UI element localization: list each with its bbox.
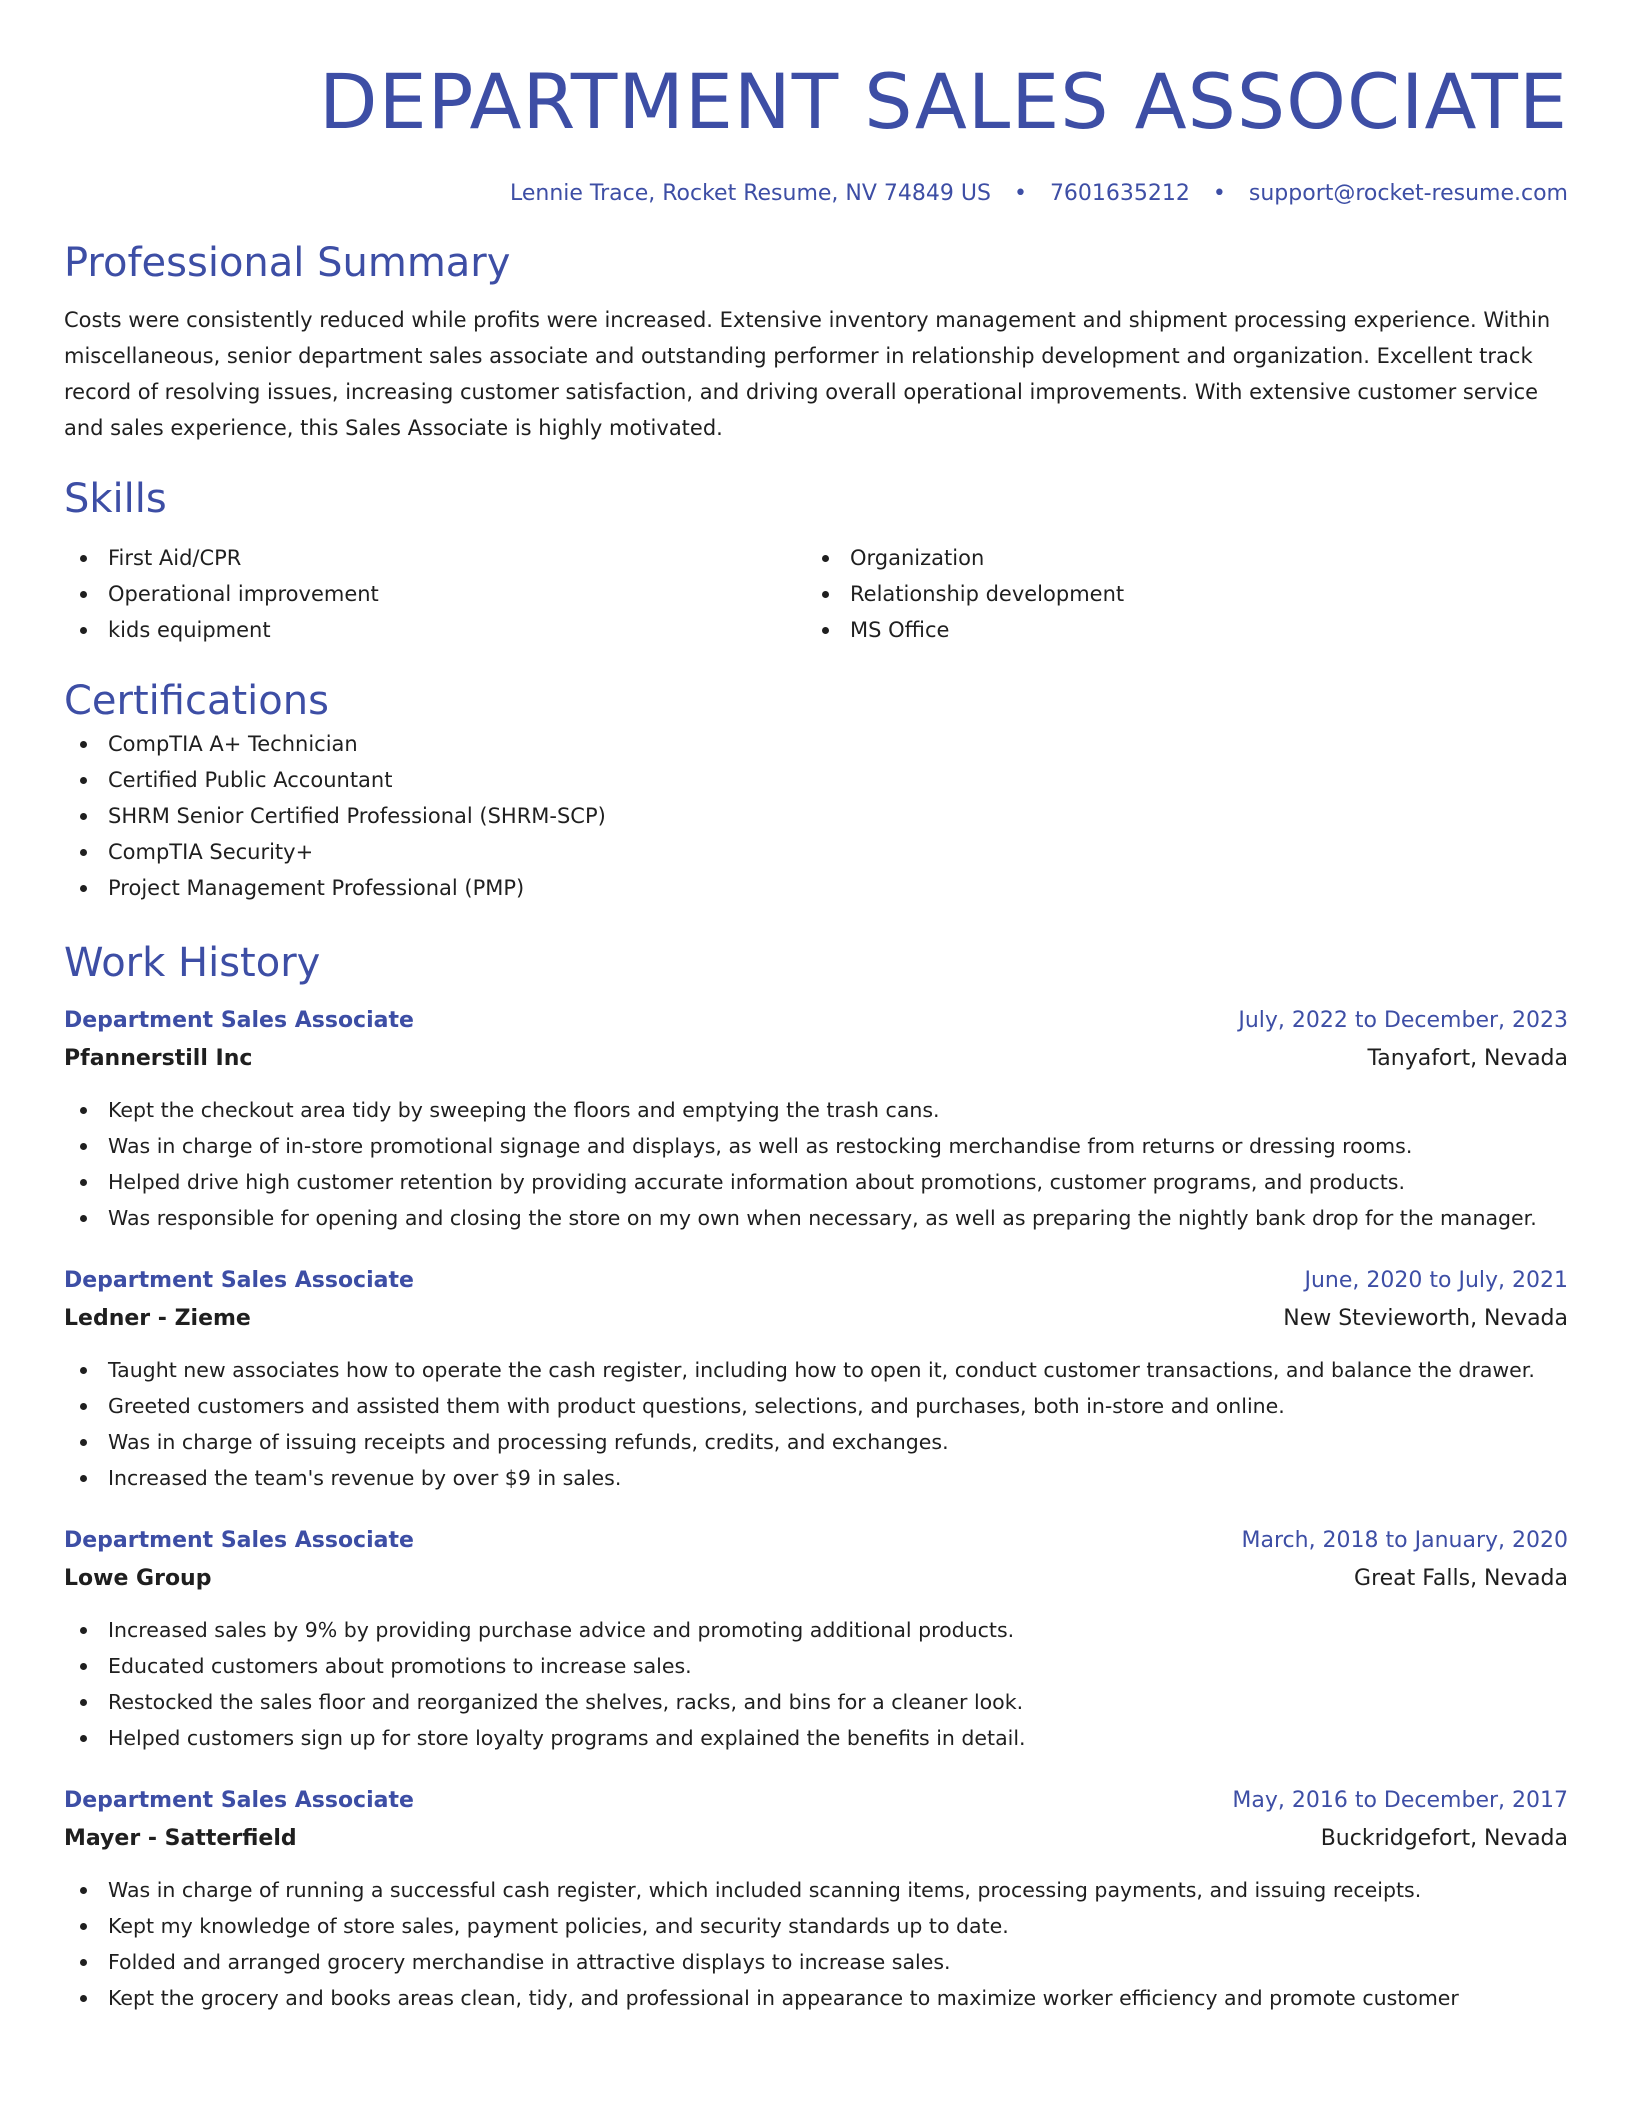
duty-item: Kept my knowledge of store sales, payment policies, and security standards up to date. bbox=[64, 1908, 1568, 1944]
contact-email: support@rocket-resume.com bbox=[1248, 181, 1568, 206]
contact-separator: • bbox=[1212, 181, 1226, 206]
duty-item: Educated customers about promotions to increase sales. bbox=[64, 1648, 1568, 1684]
job-role: Department Sales Associate bbox=[64, 1008, 414, 1033]
skills-left-list bbox=[64, 540, 806, 648]
job-company: Lowe Group bbox=[64, 1566, 212, 1591]
job-entry bbox=[64, 1782, 1568, 2016]
duty-item: Greeted customers and assisted them with product questions, selections, and purchases, both in-store and online. bbox=[64, 1388, 1568, 1424]
duty-item: Folded and arranged grocery merchandise in attractive displays to increase sales. bbox=[64, 1944, 1568, 1980]
certifications-section bbox=[64, 676, 1568, 906]
contact-address: Lennie Trace, Rocket Resume, NV 74849 US bbox=[509, 181, 991, 206]
certification-item: CompTIA A+ Technician bbox=[64, 726, 1568, 762]
job-dates: June, 2020 to July, 2021 bbox=[1304, 1268, 1568, 1293]
summary-heading: Professional Summary bbox=[64, 240, 511, 286]
duty-item: Increased sales by 9% by providing purchase advice and promoting additional products. bbox=[64, 1612, 1568, 1648]
job-location: Buckridgefort, Nevada bbox=[1320, 1826, 1568, 1851]
certification-item: Certified Public Accountant bbox=[64, 762, 1568, 798]
duty-item: Helped customers sign up for store loyalty programs and explained the benefits in detail. bbox=[64, 1720, 1568, 1756]
duty-item: Was in charge of in-store promotional signage and displays, as well as restocking merchandise from returns or dressing rooms. bbox=[64, 1128, 1568, 1164]
certifications-list bbox=[64, 726, 1568, 906]
contact-phone: 7601635212 bbox=[1049, 181, 1190, 206]
skills-right-list bbox=[806, 540, 1548, 648]
certification-item: CompTIA Security+ bbox=[64, 834, 1568, 870]
duty-item: Was in charge of issuing receipts and processing refunds, credits, and exchanges. bbox=[64, 1424, 1568, 1460]
certification-item: SHRM Senior Certified Professional (SHRM-SCP) bbox=[64, 798, 1568, 834]
summary-section bbox=[64, 238, 1568, 446]
job-location: New Stevieworth, Nevada bbox=[1283, 1306, 1568, 1331]
skill-item: kids equipment bbox=[64, 612, 806, 648]
job-company: Mayer - Satterfield bbox=[64, 1826, 297, 1851]
contact-line bbox=[64, 178, 1568, 210]
job-duties bbox=[64, 1352, 1568, 1496]
job-role: Department Sales Associate bbox=[64, 1268, 414, 1293]
skill-item: Organization bbox=[806, 540, 1548, 576]
skill-item: Operational improvement bbox=[64, 576, 806, 612]
duty-item: Taught new associates how to operate the cash register, including how to open it, conduct customer transactions, and balance the drawer. bbox=[64, 1352, 1568, 1388]
summary-text: Costs were consistently reduced while profits were increased. Extensive inventory management and shipment processing experience. Within miscellaneous, senior department sales associate and outstanding performer in relationship development and organization. Excellent track record of resolving issues, increasing customer satisfaction, and driving overall operational improvements. With extensive customer service and sales experience, this Sales Associate is highly motivated. bbox=[64, 308, 1551, 440]
duty-item: Helped drive high customer retention by providing accurate information about promotions, customer programs, and products. bbox=[64, 1164, 1568, 1200]
job-duties bbox=[64, 1612, 1568, 1756]
skill-item: First Aid/CPR bbox=[64, 540, 806, 576]
job-duties bbox=[64, 1872, 1568, 2016]
skill-item: Relationship development bbox=[806, 576, 1548, 612]
duty-item: Restocked the sales floor and reorganized the shelves, racks, and bins for a cleaner look. bbox=[64, 1684, 1568, 1720]
work-history-heading: Work History bbox=[64, 940, 321, 986]
skill-item: MS Office bbox=[806, 612, 1548, 648]
job-dates: May, 2016 to December, 2017 bbox=[1232, 1788, 1568, 1813]
work-history-section bbox=[64, 938, 1568, 2016]
duty-item: Was responsible for opening and closing the store on my own when necessary, as well as preparing the nightly bank drop for the manager. bbox=[64, 1200, 1568, 1236]
job-role: Department Sales Associate bbox=[64, 1788, 414, 1813]
resume-title: DEPARTMENT SALES ASSOCIATE bbox=[319, 57, 1568, 146]
skills-grid bbox=[64, 540, 1568, 648]
job-location: Great Falls, Nevada bbox=[1354, 1566, 1568, 1591]
resume-header bbox=[64, 56, 1568, 210]
certification-item: Project Management Professional (PMP) bbox=[64, 870, 1568, 906]
job-dates: July, 2022 to December, 2023 bbox=[1238, 1008, 1568, 1033]
job-entry bbox=[64, 1522, 1568, 1756]
skills-heading: Skills bbox=[64, 476, 167, 522]
job-entry bbox=[64, 1262, 1568, 1496]
duty-item: Kept the checkout area tidy by sweeping the floors and emptying the trash cans. bbox=[64, 1092, 1568, 1128]
job-location: Tanyafort, Nevada bbox=[1367, 1046, 1568, 1071]
job-role: Department Sales Associate bbox=[64, 1528, 414, 1553]
job-company: Ledner - Zieme bbox=[64, 1306, 251, 1331]
job-duties bbox=[64, 1092, 1568, 1236]
job-company: Pfannerstill Inc bbox=[64, 1046, 253, 1071]
job-dates: March, 2018 to January, 2020 bbox=[1241, 1528, 1568, 1553]
contact-separator: • bbox=[1013, 181, 1027, 206]
duty-item: Kept the grocery and books areas clean, tidy, and professional in appearance to maximize worker efficiency and promote customer bbox=[64, 1980, 1568, 2016]
certifications-heading: Certifications bbox=[64, 678, 329, 724]
duty-item: Was in charge of running a successful cash register, which included scanning items, processing payments, and issuing receipts. bbox=[64, 1872, 1568, 1908]
duty-item: Increased the team's revenue by over $9 in sales. bbox=[64, 1460, 1568, 1496]
skills-section bbox=[64, 474, 1568, 648]
job-entry bbox=[64, 1002, 1568, 1236]
